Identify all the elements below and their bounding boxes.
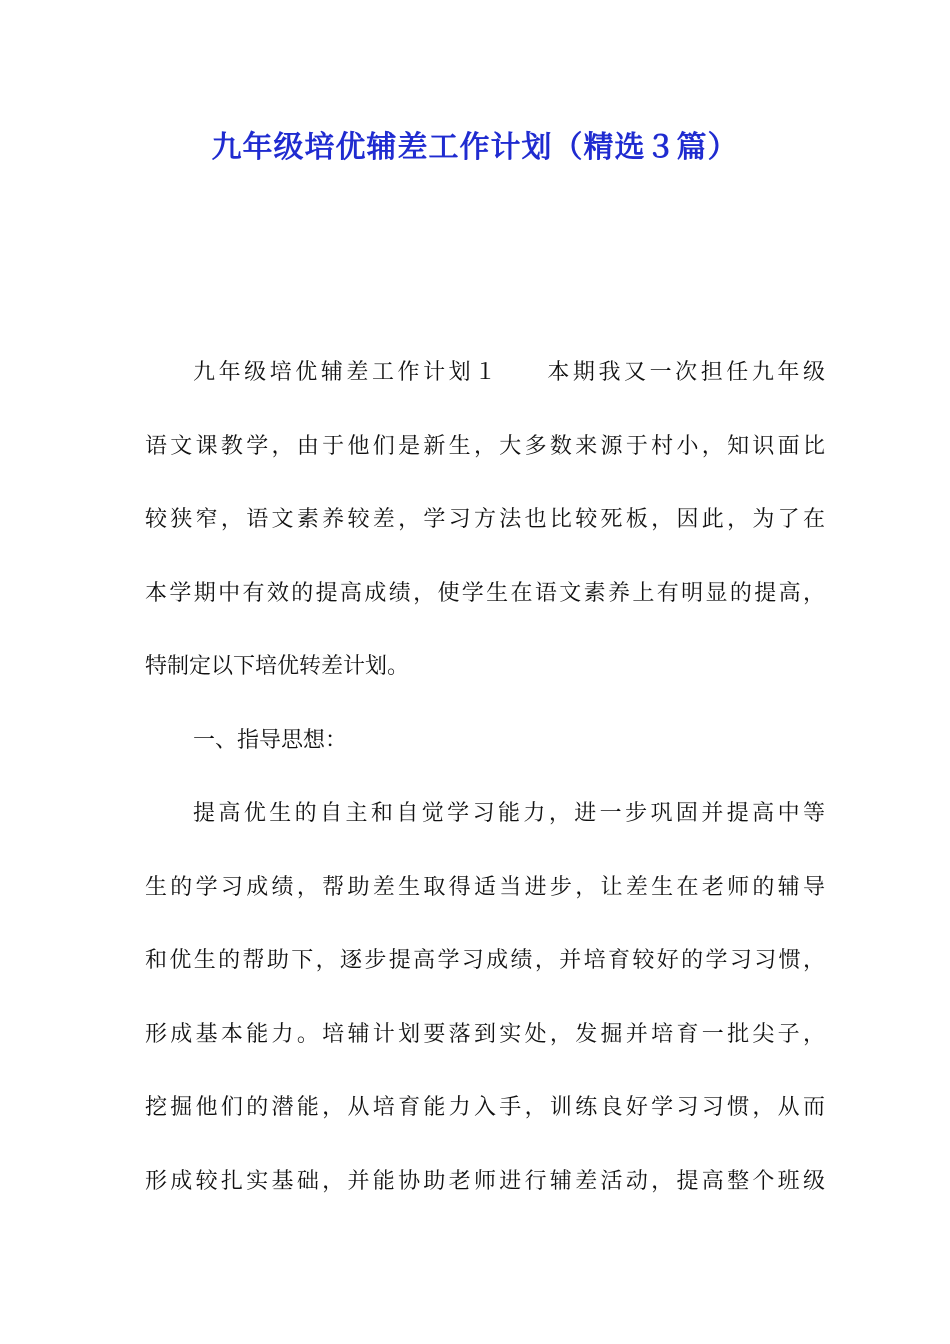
section-heading: 九年级培优辅差工作计划１ xyxy=(193,360,500,385)
paragraph-1-line-1 xyxy=(145,336,825,410)
paragraph-1-line-2: 语文课教学，由于他们是新生，大多数来源于村小，知识面比 xyxy=(145,433,825,459)
paragraph-text: 本期我又一次担任九年级 xyxy=(543,360,825,385)
paragraph-3-line-3: 和优生的帮助下，逐步提高学习成绩，并培育较好的学习习惯， xyxy=(145,948,825,973)
document-title: 九年级培优辅差工作计划（精选３篇） xyxy=(211,130,739,165)
paragraph-3-line-6: 形成较扎实基础，并能协助老师进行辅差活动，提高整个班级 xyxy=(145,1168,825,1194)
paragraph-3-line-1: 提高优生的自主和自觉学习能力，进一步巩固并提高中等 xyxy=(193,801,825,826)
paragraph-3-line-5: 挖掘他们的潜能，从培育能力入手，训练良好学习习惯，从而 xyxy=(145,1095,825,1120)
paragraph-3-line-4: 形成基本能力。培辅计划要落到实处，发掘并培育一批尖子， xyxy=(145,1021,825,1047)
document-body xyxy=(145,336,825,1218)
paragraph-1-line-5: 特制定以下培优转差计划。 xyxy=(145,654,410,679)
paragraph-1-line-4: 本学期中有效的提高成绩，使学生在语文素养上有明显的提高， xyxy=(145,580,825,606)
paragraph-1-line-3: 较狭窄，语文素养较差，学习方法也比较死板，因此，为了在 xyxy=(145,507,825,532)
paragraph-3-line-2: 生的学习成绩，帮助差生取得适当进步，让差生在老师的辅导 xyxy=(145,874,825,900)
section-heading-guiding-ideology: 一、指导思想： xyxy=(193,727,348,753)
